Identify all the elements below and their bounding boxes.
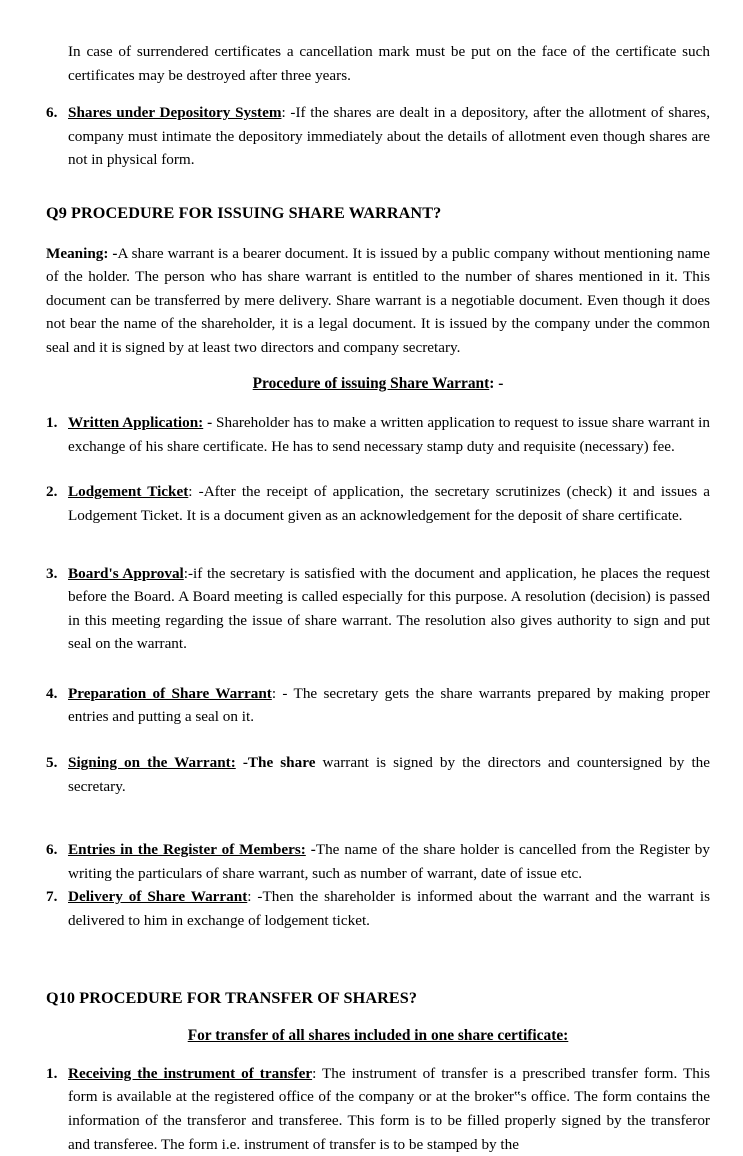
list-item-body — [68, 480, 710, 527]
continued-list — [46, 101, 710, 172]
list-item-text: warrant is signed by the directors and countersigned by the secretary. — [68, 754, 710, 795]
list-item-lead: - — [203, 414, 217, 432]
list-item-lead: : — [312, 1064, 323, 1082]
q9-meaning-paragraph — [46, 242, 710, 360]
list-item-number: 6. — [46, 841, 58, 859]
list-item-heading: Entries in the Register of Members: — [68, 841, 306, 859]
list-item-text: After the receipt of application, the secretary scrutinizes (check) it and issues a Lodgement Ticket. It is a document given as an acknowledgement for the deposit of share certificate. — [68, 483, 710, 524]
list-item-lead: - — [305, 841, 316, 859]
list-item-heading: Board's Approval — [68, 564, 184, 582]
spacer — [46, 528, 710, 562]
list-item-body — [68, 838, 710, 885]
q9-steps-list — [46, 838, 710, 885]
list-item-number: 6. — [46, 104, 58, 122]
list-item-body — [68, 562, 710, 656]
spacer — [46, 360, 710, 372]
list-item-lead: : - — [271, 684, 294, 702]
q10-heading: Q10 PROCEDURE FOR TRANSFER OF SHARES? — [46, 988, 418, 1007]
list-item — [46, 480, 710, 527]
list-item-body — [68, 751, 710, 798]
list-item-text: Shareholder has to make a written application to request to issue share warrant in exchange of his share certificate. He has to send necessary stamp duty and requisite (necessary) fee. — [68, 414, 710, 455]
spacer — [46, 458, 710, 480]
q9-subheading-tail: : - — [489, 374, 504, 392]
q10-subheading-text: For transfer of all shares included in one share certificate: — [187, 1027, 569, 1045]
list-item — [46, 101, 710, 172]
meaning-body: A share warrant is a bearer document. It is issued by a public company without mentioning name of the holder. The person who has share warrant is entitled to the number of shares mentioned in it. This document can be transferred by mere delivery. Share warrant is a negotiable document. Even though it does not bear the name of the shareholder, it is a legal document. It is issued by the company under the common seal and it is signed by at least two directors and company secretary. — [46, 244, 710, 356]
list-item-number: 2. — [46, 483, 58, 501]
q9-steps-list — [46, 885, 710, 932]
q10-subheading — [46, 1024, 710, 1048]
meaning-label: Meaning: - — [46, 244, 118, 262]
list-item-body — [68, 682, 710, 729]
q10-steps-list — [46, 1062, 710, 1156]
list-item-text: if the secretary is satisfied with the document and application, he places the request before the Board. A Board meeting is called especially for this purpose. A resolution (decision) is passed in this meeting regarding the issue of share warrant. The resolution also gives authority to sign and put seal on the warrant. — [68, 564, 711, 653]
list-item-number: 1. — [46, 1064, 58, 1082]
list-item-number: 1. — [46, 414, 58, 432]
q9-steps-list — [46, 562, 710, 656]
list-item-text: The secretary gets the share warrants prepared by making proper entries and putting a seal on it. — [68, 684, 710, 726]
q9-steps-list — [46, 480, 710, 527]
list-item-body — [68, 1062, 710, 1156]
spacer — [46, 172, 710, 202]
list-item-heading: Written Application: — [68, 414, 204, 432]
list-item-body — [68, 885, 710, 932]
list-item-text: The instrument of transfer is a prescribed transfer form. This form is available at the registered office of the company or at the broker‟s office. The form contains the information of the transferor and transferee. This form is to be filled properly signed by the transferor and transferee. The form i.e. instrument of transfer is to be stamped by the — [68, 1064, 710, 1153]
spacer — [46, 963, 710, 987]
list-item-heading: Lodgement Ticket — [68, 483, 189, 501]
spacer — [46, 656, 710, 682]
list-item — [46, 885, 710, 932]
list-item-text: Then the shareholder is informed about the warrant and the warrant is delivered to him in exchange of lodgement ticket. — [68, 888, 710, 930]
spacer — [46, 1010, 710, 1024]
list-item — [46, 562, 710, 656]
list-item — [46, 411, 710, 458]
list-item-number: 3. — [46, 564, 58, 582]
q9-steps-list — [46, 682, 710, 729]
list-item-number: 7. — [46, 888, 58, 906]
list-item-text: : -If the shares are dealt in a depository, after the allotment of shares, company must intimate the depository immediately about the details of allotment even though shares are not in physical form. — [68, 104, 710, 169]
spacer — [46, 226, 710, 242]
list-item-heading: Delivery of Share Warrant — [68, 888, 248, 906]
spacer — [46, 729, 710, 751]
spacer — [46, 89, 710, 101]
q9-steps-list — [46, 751, 710, 798]
q9-heading: Q9 PROCEDURE FOR ISSUING SHARE WARRANT? — [46, 203, 442, 222]
list-item-body — [68, 101, 710, 172]
spacer — [46, 798, 710, 838]
list-item-heading: Preparation of Share Warrant — [68, 684, 272, 702]
list-item — [46, 751, 710, 798]
list-item — [46, 682, 710, 729]
list-item-lead: :- — [183, 564, 194, 582]
list-item-heading: Receiving the instrument of transfer — [68, 1064, 313, 1082]
list-item-number: 4. — [46, 684, 58, 702]
list-item-lead: : - — [188, 483, 204, 501]
spacer — [46, 933, 710, 963]
q9-subheading-underlined: Procedure of issuing Share Warrant — [252, 374, 490, 392]
list-item-lead: : - — [247, 888, 263, 906]
list-item-lead: -The share — [235, 754, 316, 772]
list-item-heading: Signing on the Warrant: — [68, 754, 236, 772]
q9-steps-list — [46, 411, 710, 458]
intro-paragraph: In case of surrendered certificates a cancellation mark must be put on the face of the certificate such certificates may be destroyed after three years. — [68, 43, 710, 84]
q9-subheading — [46, 372, 710, 396]
list-item-heading: Shares under Depository System — [68, 104, 282, 122]
spacer — [46, 395, 710, 411]
list-item — [46, 1062, 710, 1156]
list-item-body — [68, 411, 710, 458]
list-item — [46, 838, 710, 885]
list-item-number: 5. — [46, 754, 58, 772]
list-item-text: The name of the share holder is cancelled from the Register by writing the particulars of share warrant, such as number of warrant, date of issue etc. — [68, 841, 710, 882]
spacer — [46, 1048, 710, 1062]
